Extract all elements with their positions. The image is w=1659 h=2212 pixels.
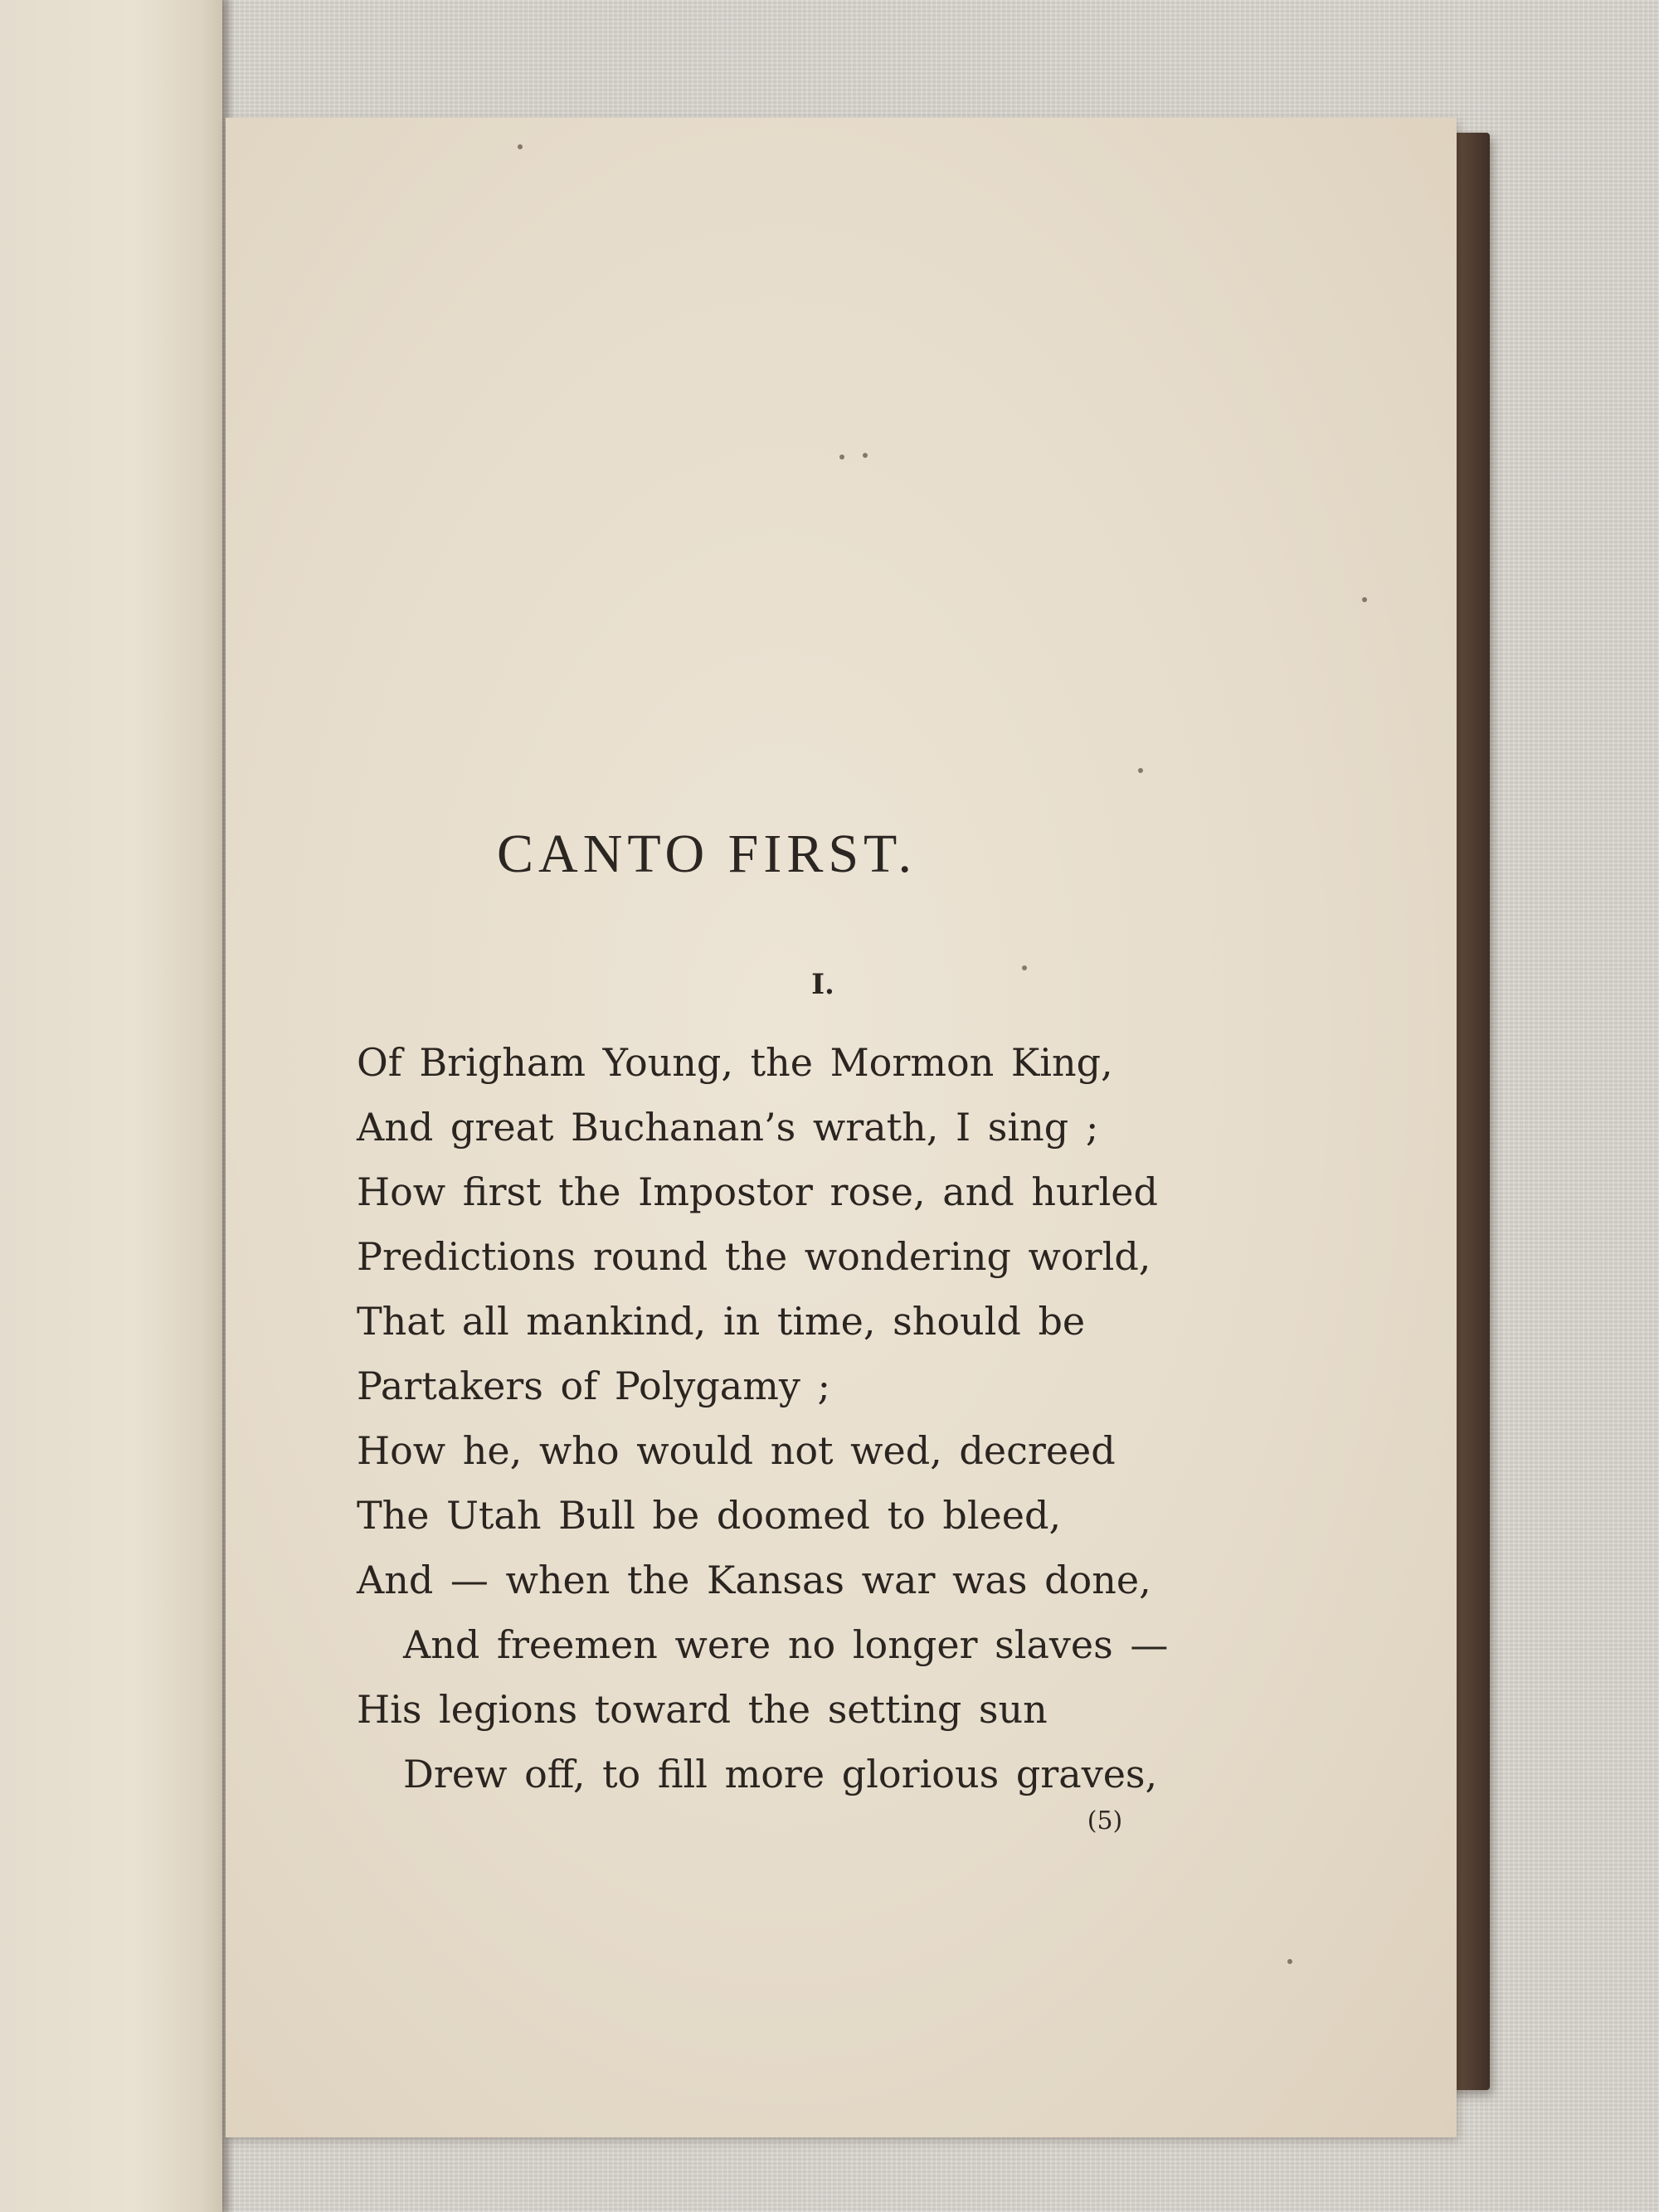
verse-line: And — when the Kansas war was done, (357, 1558, 1151, 1602)
paper-speck (863, 453, 868, 458)
verse-line: Partakers of Polygamy ; (357, 1364, 830, 1408)
verse-stanza (357, 1030, 1435, 1806)
verse-line: His legions toward the setting sun (357, 1687, 1048, 1732)
facing-page (0, 0, 222, 2212)
paper-speck (1362, 597, 1367, 602)
book-page (226, 118, 1457, 2137)
verse-line: And freemen were no longer slaves — (403, 1622, 1169, 1667)
paper-speck (518, 144, 523, 149)
verse-line: Predictions round the wondering world, (357, 1234, 1151, 1279)
verse-line: And great Buchanan’s wrath, I sing ; (357, 1105, 1099, 1150)
verse-line: Of Brigham Young, the Mormon King, (357, 1040, 1113, 1085)
verse-line: How first the Impostor rose, and hurled (357, 1169, 1158, 1214)
canto-heading: CANTO FIRST. (497, 824, 917, 884)
paper-speck (1138, 768, 1143, 773)
verse-line: Drew off, to fill more glorious graves, (403, 1752, 1158, 1796)
paper-speck (1022, 965, 1027, 970)
paper-speck (839, 455, 844, 459)
page-content (226, 118, 1457, 2137)
paper-speck (1287, 1959, 1292, 1964)
verse-line: That all mankind, in time, should be (357, 1299, 1086, 1344)
verse-line: How he, who would not wed, decreed (357, 1428, 1116, 1473)
stanza-number: I. (811, 968, 834, 1001)
verse-line: The Utah Bull be doomed to bleed, (357, 1493, 1062, 1538)
page-number: (5) (1087, 1806, 1123, 1835)
